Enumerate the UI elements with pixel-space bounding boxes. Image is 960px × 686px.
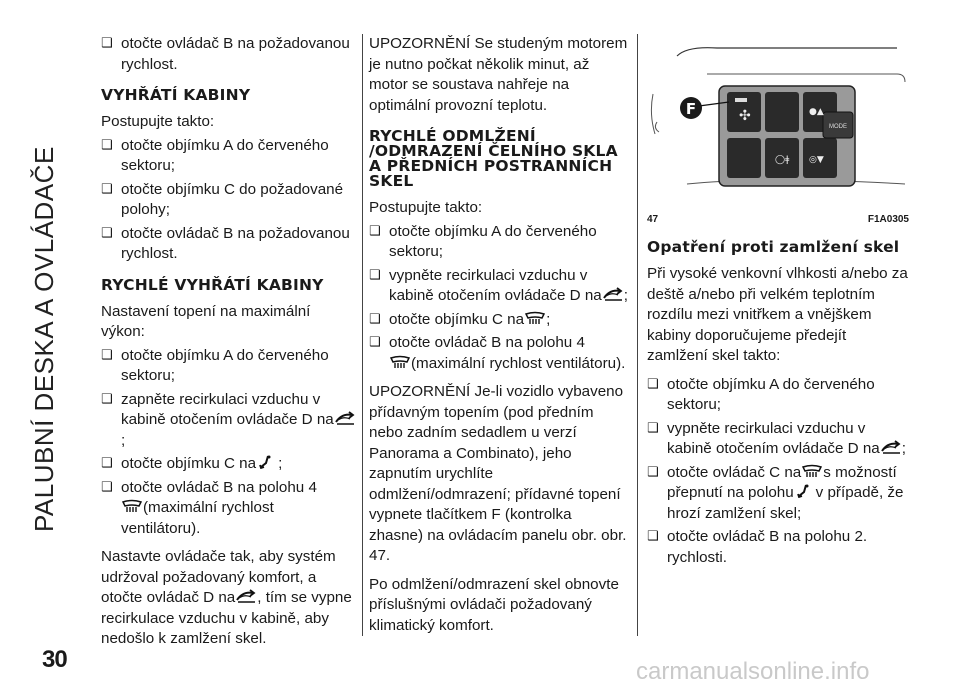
list-item [101,346,357,387]
paragraph: Postupujte takto: [369,199,483,216]
list-item [647,375,909,416]
list-item-text: otočte ovládač B na polohu 2. rychlosti. [667,528,868,566]
warning-paragraph: UPOZORNĚNÍ Se studeným motorem je nutno počkat několik minut, až motor se soustava nahřeje na optimální provozní teplotu. [369,35,628,114]
windscreen-icon [121,499,143,513]
list-item-text: otočte objímku C na [121,455,257,472]
feet-icon [256,455,278,469]
list-item [647,527,909,568]
recirculation-icon [334,411,356,425]
figure-caption [647,214,909,225]
list-item-text: v případě, že hrozí zamlžení skel; [667,484,904,522]
list-item-text: otočte objímku A do červeného sektoru; [389,222,597,260]
list-item [369,333,629,374]
recirculation-icon [880,440,902,454]
svg-text:✣: ✣ [739,108,751,124]
figure-code: F1A0305 [867,214,909,225]
list-item-text: otočte objímku C na [389,310,525,328]
list-item-text: vypněte recirkulaci vzduchu v kabině otočením ovládače D na [389,266,602,304]
mode-button-label: MODE [829,124,847,130]
callout-f-label: F [685,100,697,118]
list-item [101,454,357,475]
section-heading: VYHŘÁTÍ KABINY [101,86,251,104]
list-item [101,390,357,452]
svg-text:◎▼: ◎▼ [809,155,824,165]
figure-number: 47 [647,214,659,225]
paragraph-text: Nastavte ovládače tak, aby systém udržoval požadovaný komfort, a otočte ovládač D na [101,548,336,606]
column-2 [369,34,629,639]
svg-text:◯ǂ: ◯ǂ [775,155,790,165]
list-item [369,222,629,263]
list-item-text: otočte objímku A do červeného sektoru; [121,346,329,384]
paragraph: Po odmlžení/odmrazení skel obnovte příslušnými ovládači požadovaný klimatický komfort. [369,575,619,634]
chapter-title-text: PALUBNÍ DESKA A OVLÁDAČE [29,146,59,532]
list-item-text: ; [121,431,126,449]
footer-watermark: carmanualsonline.info [636,658,870,685]
figure-control-panel [647,34,909,212]
recirculation-icon [235,589,257,603]
list-item-text: (maximální rychlost ventilátoru). [411,354,626,372]
list-item [647,419,909,460]
list-item [101,136,357,177]
paragraph: Postupujte takto: [101,113,215,130]
paragraph-text: , tím se vypne recirkulace vzduchu v kabině, aby nedošlo k zamlžení skel. [101,589,352,647]
list-item-text: otočte ovládač B na požadovanou rychlost. [121,35,350,73]
list-item-text: ; [546,310,551,328]
list-item-text: vypněte recirkulaci vzduchu v kabině otočením ovládače D na [667,419,880,457]
list-item-text: otočte ovládač C na [667,463,802,481]
paragraph: Při vysoké venkovní vlhkosti a/nebo za deště a/nebo při velkém teplotním rozdílu mezi vnitřkem a vnějškem kabiny doporučujeme předejít zamlžení skel takto: [647,265,908,364]
paragraph: Nastavení topení na maximální výkon: [101,302,311,340]
list-item [647,463,909,525]
column-divider [637,34,638,636]
windscreen-icon [801,464,823,478]
section-heading: RYCHLÉ ODMLŽENÍ /ODMRAZENÍ ČELNÍHO SKLA A PŘEDNÍCH POSTRANNÍCH SKEL [369,127,618,190]
list-item-text: s možností přepnutí na polohu [667,463,897,501]
list-item-text: otočte objímku A do červeného sektoru; [667,375,875,413]
list-item [369,310,629,331]
column-1 [101,34,357,658]
list-item-text: ; [901,440,906,457]
page-number: 30 [42,646,67,673]
recirculation-icon [602,287,624,301]
section-heading: Opatření proti zamlžení skel [647,238,900,256]
list-item [101,224,357,265]
list-item-text: otočte ovládač B na polohu 4 [389,334,585,351]
list-item [101,478,357,540]
windscreen-icon [389,355,411,369]
svg-text:●▲: ●▲ [809,107,824,117]
list-item-text: (maximální rychlost ventilátoru). [121,499,274,537]
list-item-text: ; [623,287,628,304]
list-item-text: otočte objímku C do požadované polohy; [121,180,344,218]
section-heading: RYCHLÉ VYHŘÁTÍ KABINY [101,275,324,294]
list-item [369,266,629,307]
windscreen-icon [524,311,546,325]
list-item-text: otočte ovládač B na požadovanou rychlost. [121,224,350,262]
list-item-text: zapněte recirkulaci vzduchu v kabině otočením ovládače D na [121,390,334,428]
warning-paragraph: UPOZORNĚNÍ Je-li vozidlo vybaveno přídavným topením (pod předním nebo zadním sedadlem u verzí Panorama a Combinato), jeho zapnutím urychlíte odmlžení/odmrazení; přídavné topení vypnete tlačítkem F (kontrolka zhasne) na ovládacím panelu obr. obr. 47. [369,383,627,564]
column-3 [647,240,909,571]
column-divider [362,34,363,636]
list-item [101,34,357,75]
paragraph [101,547,357,650]
list-item [101,180,357,221]
list-item-text: otočte objímku A do červeného sektoru; [121,136,329,174]
control-panel-illustration [647,34,909,212]
feet-icon [794,484,816,498]
list-item-text: otočte ovládač B na polohu 4 [121,478,317,496]
list-item-text: ; [278,455,283,472]
